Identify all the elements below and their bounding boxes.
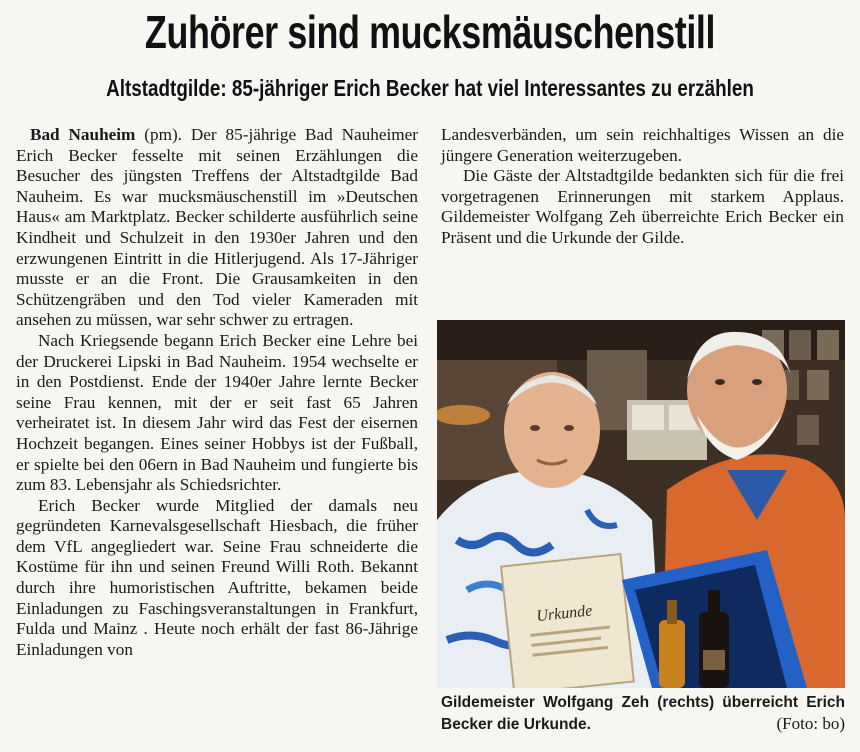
article-column-right xyxy=(441,125,844,249)
certificate-title: Urkunde xyxy=(535,602,594,626)
photo-illustration xyxy=(437,320,845,688)
article-photo xyxy=(437,320,845,688)
article-paragraph: Erich Becker wurde Mitglied der damals neu gegründeten Karnevalsgesellschaft Hiesbach, die früher dem VfL angegliedert war. Seine Frau schneiderte die Kostüme für ihn und seinen Freund Willi Roth. Bekannt durch ihre humoristischen Auftritte, bekamen beide Einladungen zu Faschingsveranstaltungen in Frankfurt, Fulda und Mainz . Heute noch erhält der fast 86-Jährige Einladungen von xyxy=(16,495,418,659)
article-paragraph xyxy=(16,125,418,331)
paragraph-text: (pm). Der 85-jährige Bad Nauheimer Erich Becker fesselte mit seinen Erzählungen die Besucher des jüngsten Treffens der Altstadtgilde Bad Nauheim. Es war mucksmäuschenstill im »Deutschen Haus« am Marktplatz. Becker schilderte ausführlich seine Kindheit und Schulzeit in den 1930er Jahren und den erzwungenen Eintritt in die Hitlerjugend. Als 17-Jähriger musste er an die Front. Die Grausamkeiten in den Schützengräben und den Tod vieler Kameraden mit ansehen zu müssen, war sehr schwer zu ertragen. xyxy=(16,125,418,330)
article-paragraph: Die Gäste der Altstadtgilde bedankten sich für die frei vorgetragenen Erinnerungen mit starkem Applaus. Gildemeister Wolfgang Zeh überreichte Erich Becker ein Präsent und die Urkunde der Gilde. xyxy=(441,166,844,247)
article-column-left xyxy=(16,125,418,660)
subheadline: Altstadtgilde: 85-jähriger Erich Becker hat viel Interessantes zu erzählen xyxy=(106,75,754,101)
caption-text: Gildemeister Wolfgang Zeh (rechts) überreicht Erich Becker die Urkunde. xyxy=(441,694,845,733)
headline: Zuhörer sind mucksmäuschenstill xyxy=(144,6,716,58)
article-paragraph: Landesverbänden, um sein reichhaltiges Wissen an die jüngere Generation weiterzugeben. xyxy=(441,125,844,165)
photo-caption xyxy=(441,692,845,735)
article-paragraph: Nach Kriegsende begann Erich Becker eine Lehre bei der Druckerei Lipski in Bad Nauheim. 1954 wechselte er in den Postdienst. Ende der 1940er Jahre lernte Becker seine Frau kennen, mit der er seit fast 65 Jahren verheiratet ist. In diesem Jahr wird das Fest der eisernen Hochzeit begangen. Eines seiner Hobbys ist der Fußball, er spielte bei den 06ern in Bad Nauheim und fungierte bis zum 83. Lebensjahr als Schiedsrichter. xyxy=(16,330,418,495)
photo-credit: (Foto: bo) xyxy=(776,713,845,733)
dateline: Bad Nauheim xyxy=(30,125,136,144)
